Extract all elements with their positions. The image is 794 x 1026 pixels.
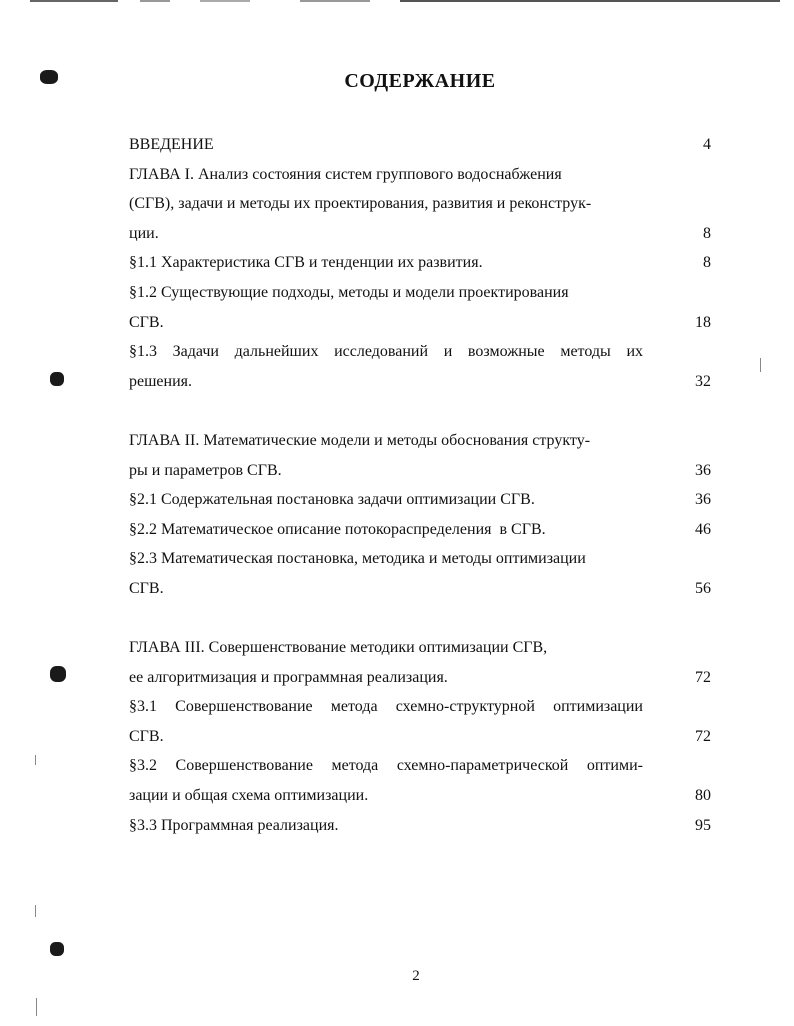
toc-entry-section-2-3[interactable] — [129, 574, 711, 604]
toc-entry-text: ГЛАВА II. Математические модели и методы обоснования структу- — [129, 431, 591, 449]
toc-entry-section-1-2[interactable] — [129, 308, 711, 338]
toc-entry-text: §2.2 Математическое описание потокораспределения в СГВ. — [129, 520, 546, 538]
toc-entry-chapter-2[interactable] — [129, 426, 711, 456]
punch-hole-mark — [50, 666, 66, 682]
toc-entry-section-1-3[interactable] — [129, 337, 711, 367]
scan-edge-line — [400, 0, 780, 2]
scan-edge-line — [30, 0, 118, 2]
toc-entry-text: СГВ. — [129, 313, 164, 331]
toc-entry-page: 32 — [695, 372, 711, 390]
toc-entry-section-3-2[interactable] — [129, 781, 711, 811]
toc-entry-section-1-3[interactable] — [129, 367, 711, 397]
scan-noise — [760, 358, 761, 372]
toc-entry-page: 56 — [695, 579, 711, 597]
scan-edge-line — [300, 0, 370, 2]
toc-entry-chapter-1[interactable] — [129, 219, 711, 249]
toc-entry-page: 80 — [695, 787, 711, 805]
toc-entry-chapter-3[interactable] — [129, 663, 711, 693]
toc-entry-section-3-1[interactable] — [129, 722, 711, 752]
section-gap — [129, 604, 711, 634]
toc-entry-chapter-1[interactable] — [129, 189, 711, 219]
toc-entry-chapter-1[interactable] — [129, 160, 711, 190]
scan-noise — [35, 905, 36, 917]
scan-noise — [35, 755, 36, 765]
toc-entry-section-3-2[interactable] — [129, 751, 711, 781]
toc-entry-text: §1.3 Задачи дальнейших исследований и возможные методы их — [129, 343, 643, 361]
toc-entry-page: 72 — [695, 668, 711, 686]
toc-entry-section-3-3[interactable] — [129, 811, 711, 841]
toc-entry-text: ГЛАВА III. Совершенствование методики оптимизации СГВ, — [129, 639, 548, 657]
toc-entry-chapter-3[interactable] — [129, 633, 711, 663]
page-title: СОДЕРЖАНИЕ — [344, 70, 496, 92]
toc-entry-text: ры и параметров СГВ. — [129, 461, 282, 479]
toc-entry-text: ГЛАВА I. Анализ состояния систем группового водоснабжения — [129, 165, 562, 183]
page-number: 2 — [412, 968, 420, 984]
punch-hole-mark — [50, 372, 64, 386]
toc-entry-text: ее алгоритмизация и программная реализация. — [129, 668, 448, 686]
toc-entry-page: 36 — [695, 461, 711, 479]
toc-entry-text: зации и общая схема оптимизации. — [129, 787, 369, 805]
toc-entry-section-1-1[interactable] — [129, 248, 711, 278]
punch-hole-mark — [50, 942, 64, 956]
toc-entry-text: решения. — [129, 372, 193, 390]
toc-entry-text: ции. — [129, 224, 159, 242]
toc-entry-page: 36 — [695, 491, 711, 509]
toc-entry-text: (СГВ), задачи и методы их проектирования, развития и реконструк- — [129, 195, 592, 213]
toc-entry-section-2-2[interactable] — [129, 515, 711, 545]
toc-entry-text: ВВЕДЕНИЕ — [129, 136, 214, 153]
scan-edge-line — [140, 0, 170, 2]
scan-edge-line — [200, 0, 250, 2]
toc-entry-page: 18 — [695, 313, 711, 331]
toc-entry-text: СГВ. — [129, 727, 164, 745]
toc-entry-page: 8 — [703, 254, 711, 272]
toc-entry-text: §3.1 Совершенствование метода схемно-структурной оптимизации — [129, 698, 643, 716]
scan-noise — [36, 998, 37, 1016]
toc-entry-section-2-3[interactable] — [129, 544, 711, 574]
toc-entry-page: 95 — [695, 816, 711, 834]
toc-entry-text: §3.2 Совершенствование метода схемно-параметрической оптими- — [129, 757, 643, 775]
toc-entry-page: 46 — [695, 520, 711, 538]
toc-entry-section-3-1[interactable] — [129, 692, 711, 722]
toc-entry-chapter-2[interactable] — [129, 456, 711, 486]
table-of-contents — [129, 130, 711, 840]
toc-entry-section-2-1[interactable] — [129, 485, 711, 515]
toc-entry-text: §3.3 Программная реализация. — [129, 816, 339, 834]
toc-entry-text: СГВ. — [129, 579, 164, 597]
toc-entry-text: §2.3 Математическая постановка, методика и методы оптимизации — [129, 550, 586, 568]
toc-entry-section-1-2[interactable] — [129, 278, 711, 308]
toc-entry-page: 4 — [703, 136, 711, 153]
toc-entry-page: 8 — [703, 224, 711, 242]
toc-entry-page: 72 — [695, 727, 711, 745]
toc-entry-text: §2.1 Содержательная постановка задачи оптимизации СГВ. — [129, 491, 535, 509]
toc-entry-introduction[interactable] — [129, 130, 711, 160]
toc-entry-text: §1.1 Характеристика СГВ и тенденции их развития. — [129, 254, 483, 272]
toc-entry-text: §1.2 Существующие подходы, методы и модели проектирования — [129, 283, 569, 301]
section-gap — [129, 396, 711, 426]
